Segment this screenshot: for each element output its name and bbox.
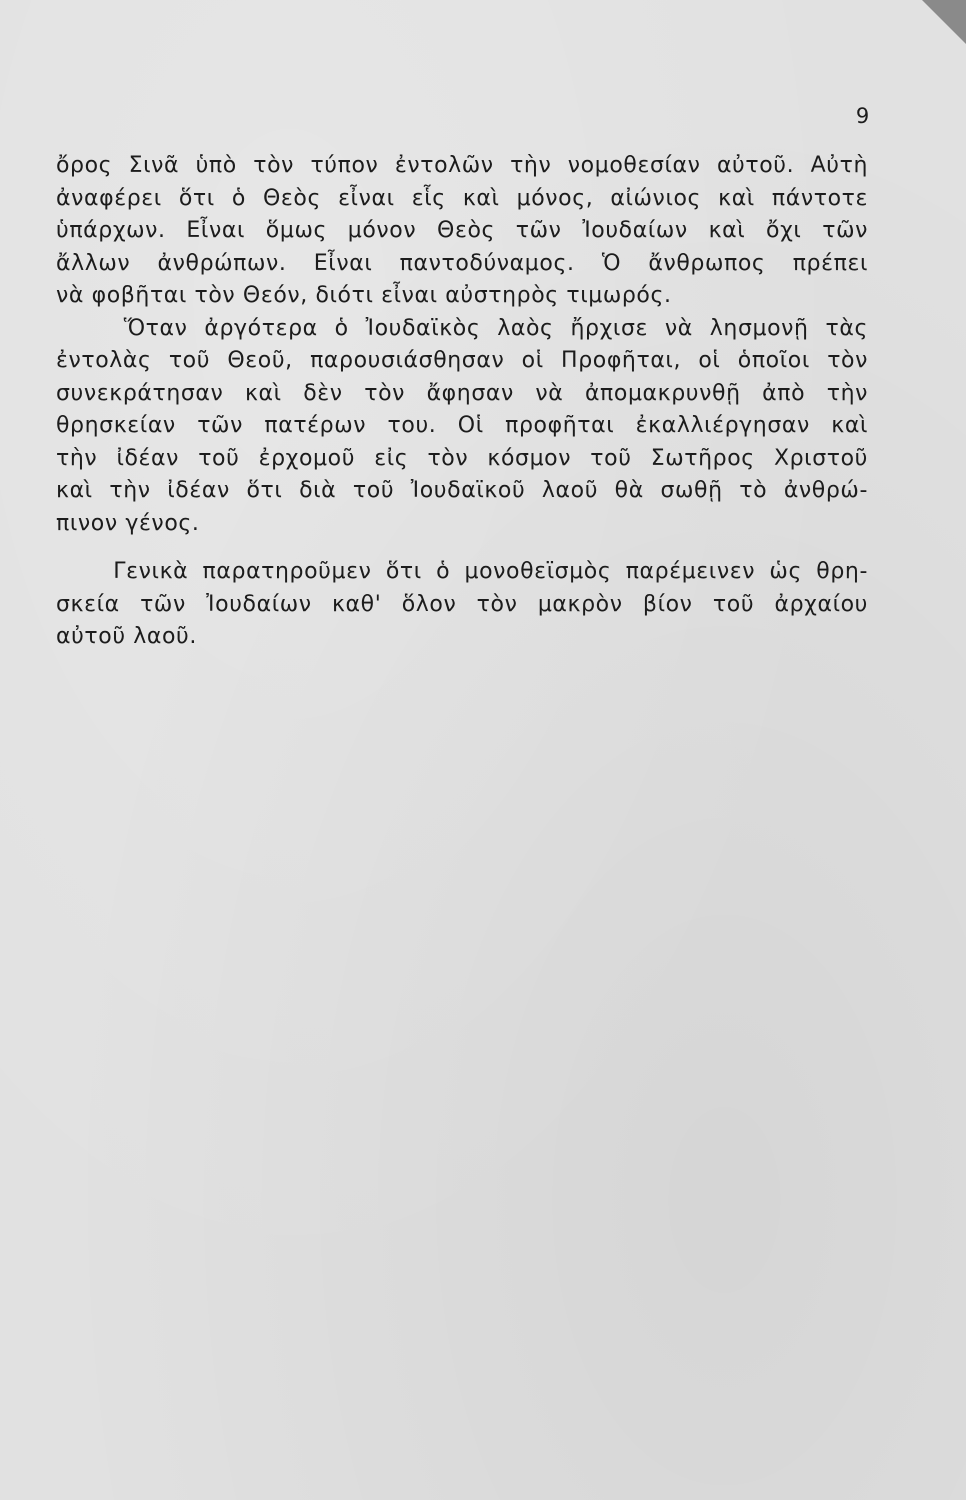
body-text <box>56 150 868 654</box>
corner-shadow <box>922 0 966 44</box>
text-line: Γενικὰ παρατηροῦμεν ὅτι ὁ μονοθεϊσμὸς παρέμεινεν ὡς θρη- <box>56 559 868 584</box>
text-line: σκεία τῶν Ἰουδαίων καθ' ὅλον τὸν μακρὸν βίον τοῦ ἀρχαίου <box>56 591 868 617</box>
text-line: Ὅταν ἀργότερα ὁ Ἰουδαϊκὸς λαὸς ἤρχισε νὰ λησμονῇ τὰς <box>56 315 868 341</box>
text-line: πινον γένος. <box>56 510 200 536</box>
text-line: ἀναφέρει ὅτι ὁ Θεὸς εἶναι εἷς καὶ μόνος, αἰώνιος καὶ πάντοτε <box>56 185 868 211</box>
text-line: ἐντολὰς τοῦ Θεοῦ, παρουσιάσθησαν οἱ Προφῆται, οἱ ὁποῖοι τὸν <box>56 348 868 373</box>
text-line: νὰ φοβῆται τὸν Θεόν, διότι εἶναι αὐστηρὸς τιμωρός. <box>56 283 672 308</box>
text-line: συνεκράτησαν καὶ δὲν τὸν ἄφησαν νὰ ἀπομακρυνθῇ ἀπὸ τὴν <box>56 380 868 406</box>
text-line: ὄρος Σινᾶ ὑπὸ τὸν τύπον ἐντολῶν τὴν νομοθεσίαν αὐτοῦ. Αὐτὴ <box>56 153 868 178</box>
text-line: αὐτοῦ λαοῦ. <box>56 624 197 649</box>
text-line: ὑπάρχων. Εἶναι ὅμως μόνον Θεὸς τῶν Ἰουδαίων καὶ ὄχι τῶν <box>56 218 868 243</box>
text-line: θρησκείαν τῶν πατέρων του. Οἱ προφῆται ἐκαλλιέργησαν καὶ <box>56 413 868 438</box>
text-line: ἄλλων ἀνθρώπων. Εἶναι παντοδύναμος. Ὁ ἄνθρωπος πρέπει <box>56 250 868 276</box>
page-number: 9 <box>855 104 871 128</box>
text-line: τὴν ἰδέαν τοῦ ἐρχομοῦ εἰς τὸν κόσμον τοῦ Σωτῆρος Χριστοῦ <box>56 445 868 471</box>
text-line: καὶ τὴν ἰδέαν ὅτι διὰ τοῦ Ἰουδαϊκοῦ λαοῦ θὰ σωθῇ τὸ ἀνθρώ- <box>56 478 868 503</box>
